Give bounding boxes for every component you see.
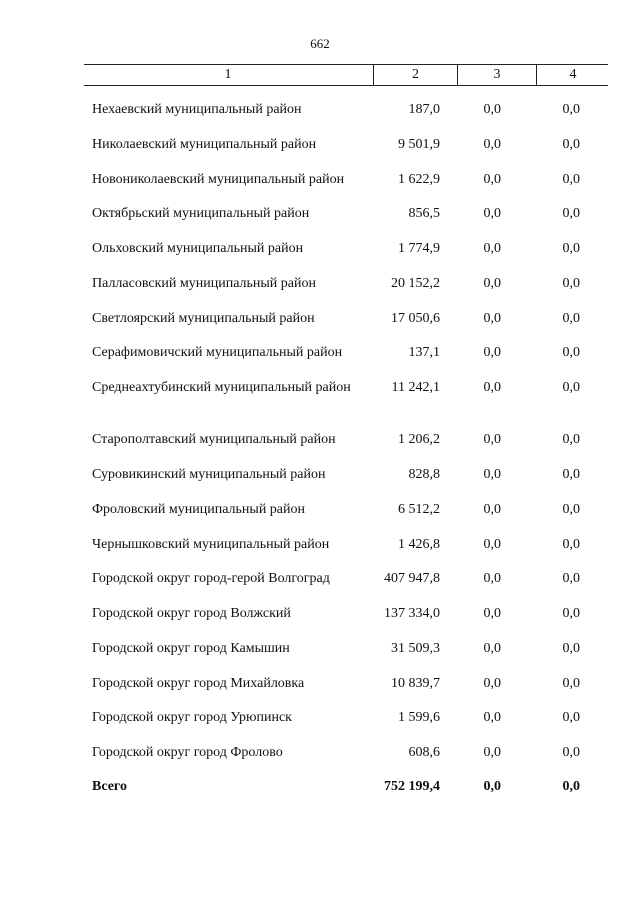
- row-value-col2: 608,6: [408, 745, 440, 760]
- row-value-col2: 828,8: [408, 467, 440, 482]
- total-value-col4: 0,0: [562, 779, 580, 794]
- row-value-col4: 0,0: [562, 241, 580, 256]
- row-name: Городской округ город Михайловка: [92, 676, 305, 691]
- row-value-col4: 0,0: [562, 172, 580, 187]
- row-value-col2: 11 242,1: [391, 380, 440, 395]
- row-value-col2: 137 334,0: [384, 606, 440, 621]
- header-col-1: 1: [224, 67, 232, 82]
- row-value-col2: 1 774,9: [398, 241, 440, 256]
- row-name: Городской округ город Фролово: [92, 745, 283, 760]
- row-value-col4: 0,0: [562, 676, 580, 691]
- row-value-col3: 0,0: [483, 432, 501, 447]
- row-value-col3: 0,0: [483, 467, 501, 482]
- row-value-col3: 0,0: [483, 710, 501, 725]
- row-name: Фроловский муниципальный район: [92, 502, 306, 517]
- row-name: Городской округ город Камышин: [92, 641, 290, 656]
- row-value-col4: 0,0: [562, 571, 580, 586]
- row-value-col3: 0,0: [483, 241, 501, 256]
- row-value-col4: 0,0: [562, 206, 580, 221]
- row-value-col3: 0,0: [483, 380, 501, 395]
- row-value-col4: 0,0: [562, 745, 580, 760]
- row-value-col2: 1 599,6: [398, 710, 440, 725]
- row-value-col2: 6 512,2: [398, 502, 440, 517]
- row-value-col4: 0,0: [562, 276, 580, 291]
- row-value-col3: 0,0: [483, 745, 501, 760]
- row-value-col3: 0,0: [483, 345, 501, 360]
- row-name: Нехаевский муниципальный район: [92, 102, 302, 117]
- row-name: Среднеахтубинский муниципальный район: [92, 380, 351, 395]
- row-value-col2: 31 509,3: [391, 641, 440, 656]
- row-value-col3: 0,0: [483, 502, 501, 517]
- row-value-col4: 0,0: [562, 467, 580, 482]
- table-header: [84, 64, 608, 86]
- row-value-col3: 0,0: [483, 676, 501, 691]
- total-value-col3: 0,0: [483, 779, 501, 794]
- header-col-2: 2: [373, 65, 457, 85]
- row-name: Октябрьский муниципальный район: [92, 206, 310, 221]
- row-name: Новониколаевский муниципальный район: [92, 172, 345, 187]
- row-value-col3: 0,0: [483, 172, 501, 187]
- row-value-col3: 0,0: [483, 206, 501, 221]
- row-value-col2: 407 947,8: [384, 571, 440, 586]
- row-value-col3: 0,0: [483, 137, 501, 152]
- row-value-col4: 0,0: [562, 311, 580, 326]
- row-value-col4: 0,0: [562, 710, 580, 725]
- row-value-col4: 0,0: [562, 102, 580, 117]
- row-value-col2: 10 839,7: [391, 676, 440, 691]
- row-value-col4: 0,0: [562, 432, 580, 447]
- row-value-col2: 1 426,8: [398, 537, 440, 552]
- row-name: Светлоярский муниципальный район: [92, 311, 315, 326]
- total-value-col2: 752 199,4: [384, 779, 440, 794]
- row-value-col3: 0,0: [483, 311, 501, 326]
- row-value-col2: 1 622,9: [398, 172, 440, 187]
- row-name: Ольховский муниципальный район: [92, 241, 304, 256]
- row-value-col3: 0,0: [483, 606, 501, 621]
- row-value-col3: 0,0: [483, 641, 501, 656]
- header-col-3: 3: [457, 65, 536, 85]
- row-value-col3: 0,0: [483, 276, 501, 291]
- row-name: Городской округ город Волжский: [92, 606, 291, 621]
- row-value-col4: 0,0: [562, 502, 580, 517]
- row-value-col3: 0,0: [483, 571, 501, 586]
- total-label: Всего: [92, 779, 127, 794]
- row-name: Чернышковский муниципальный район: [92, 537, 330, 552]
- row-name: Суровикинский муниципальный район: [92, 467, 326, 482]
- row-value-col3: 0,0: [483, 537, 501, 552]
- row-value-col2: 137,1: [408, 345, 440, 360]
- row-name: Городской округ город Урюпинск: [92, 710, 292, 725]
- row-name: Палласовский муниципальный район: [92, 276, 316, 291]
- header-col-4: 4: [536, 65, 609, 85]
- row-name: Николаевский муниципальный район: [92, 137, 317, 152]
- row-value-col2: 17 050,6: [391, 311, 440, 326]
- row-value-col2: 187,0: [408, 102, 440, 117]
- row-value-col4: 0,0: [562, 345, 580, 360]
- row-value-col3: 0,0: [483, 102, 501, 117]
- page-number: 662: [310, 36, 330, 51]
- row-value-col2: 1 206,2: [398, 432, 440, 447]
- row-value-col4: 0,0: [562, 137, 580, 152]
- row-value-col4: 0,0: [562, 537, 580, 552]
- row-value-col4: 0,0: [562, 641, 580, 656]
- row-value-col4: 0,0: [562, 606, 580, 621]
- row-value-col2: 856,5: [408, 206, 440, 221]
- row-value-col2: 9 501,9: [398, 137, 440, 152]
- row-name: Серафимовичский муниципальный район: [92, 345, 343, 360]
- row-name: Старополтавский муниципальный район: [92, 432, 336, 447]
- row-name: Городской округ город-герой Волгоград: [92, 571, 330, 586]
- row-value-col2: 20 152,2: [391, 276, 440, 291]
- row-value-col4: 0,0: [562, 380, 580, 395]
